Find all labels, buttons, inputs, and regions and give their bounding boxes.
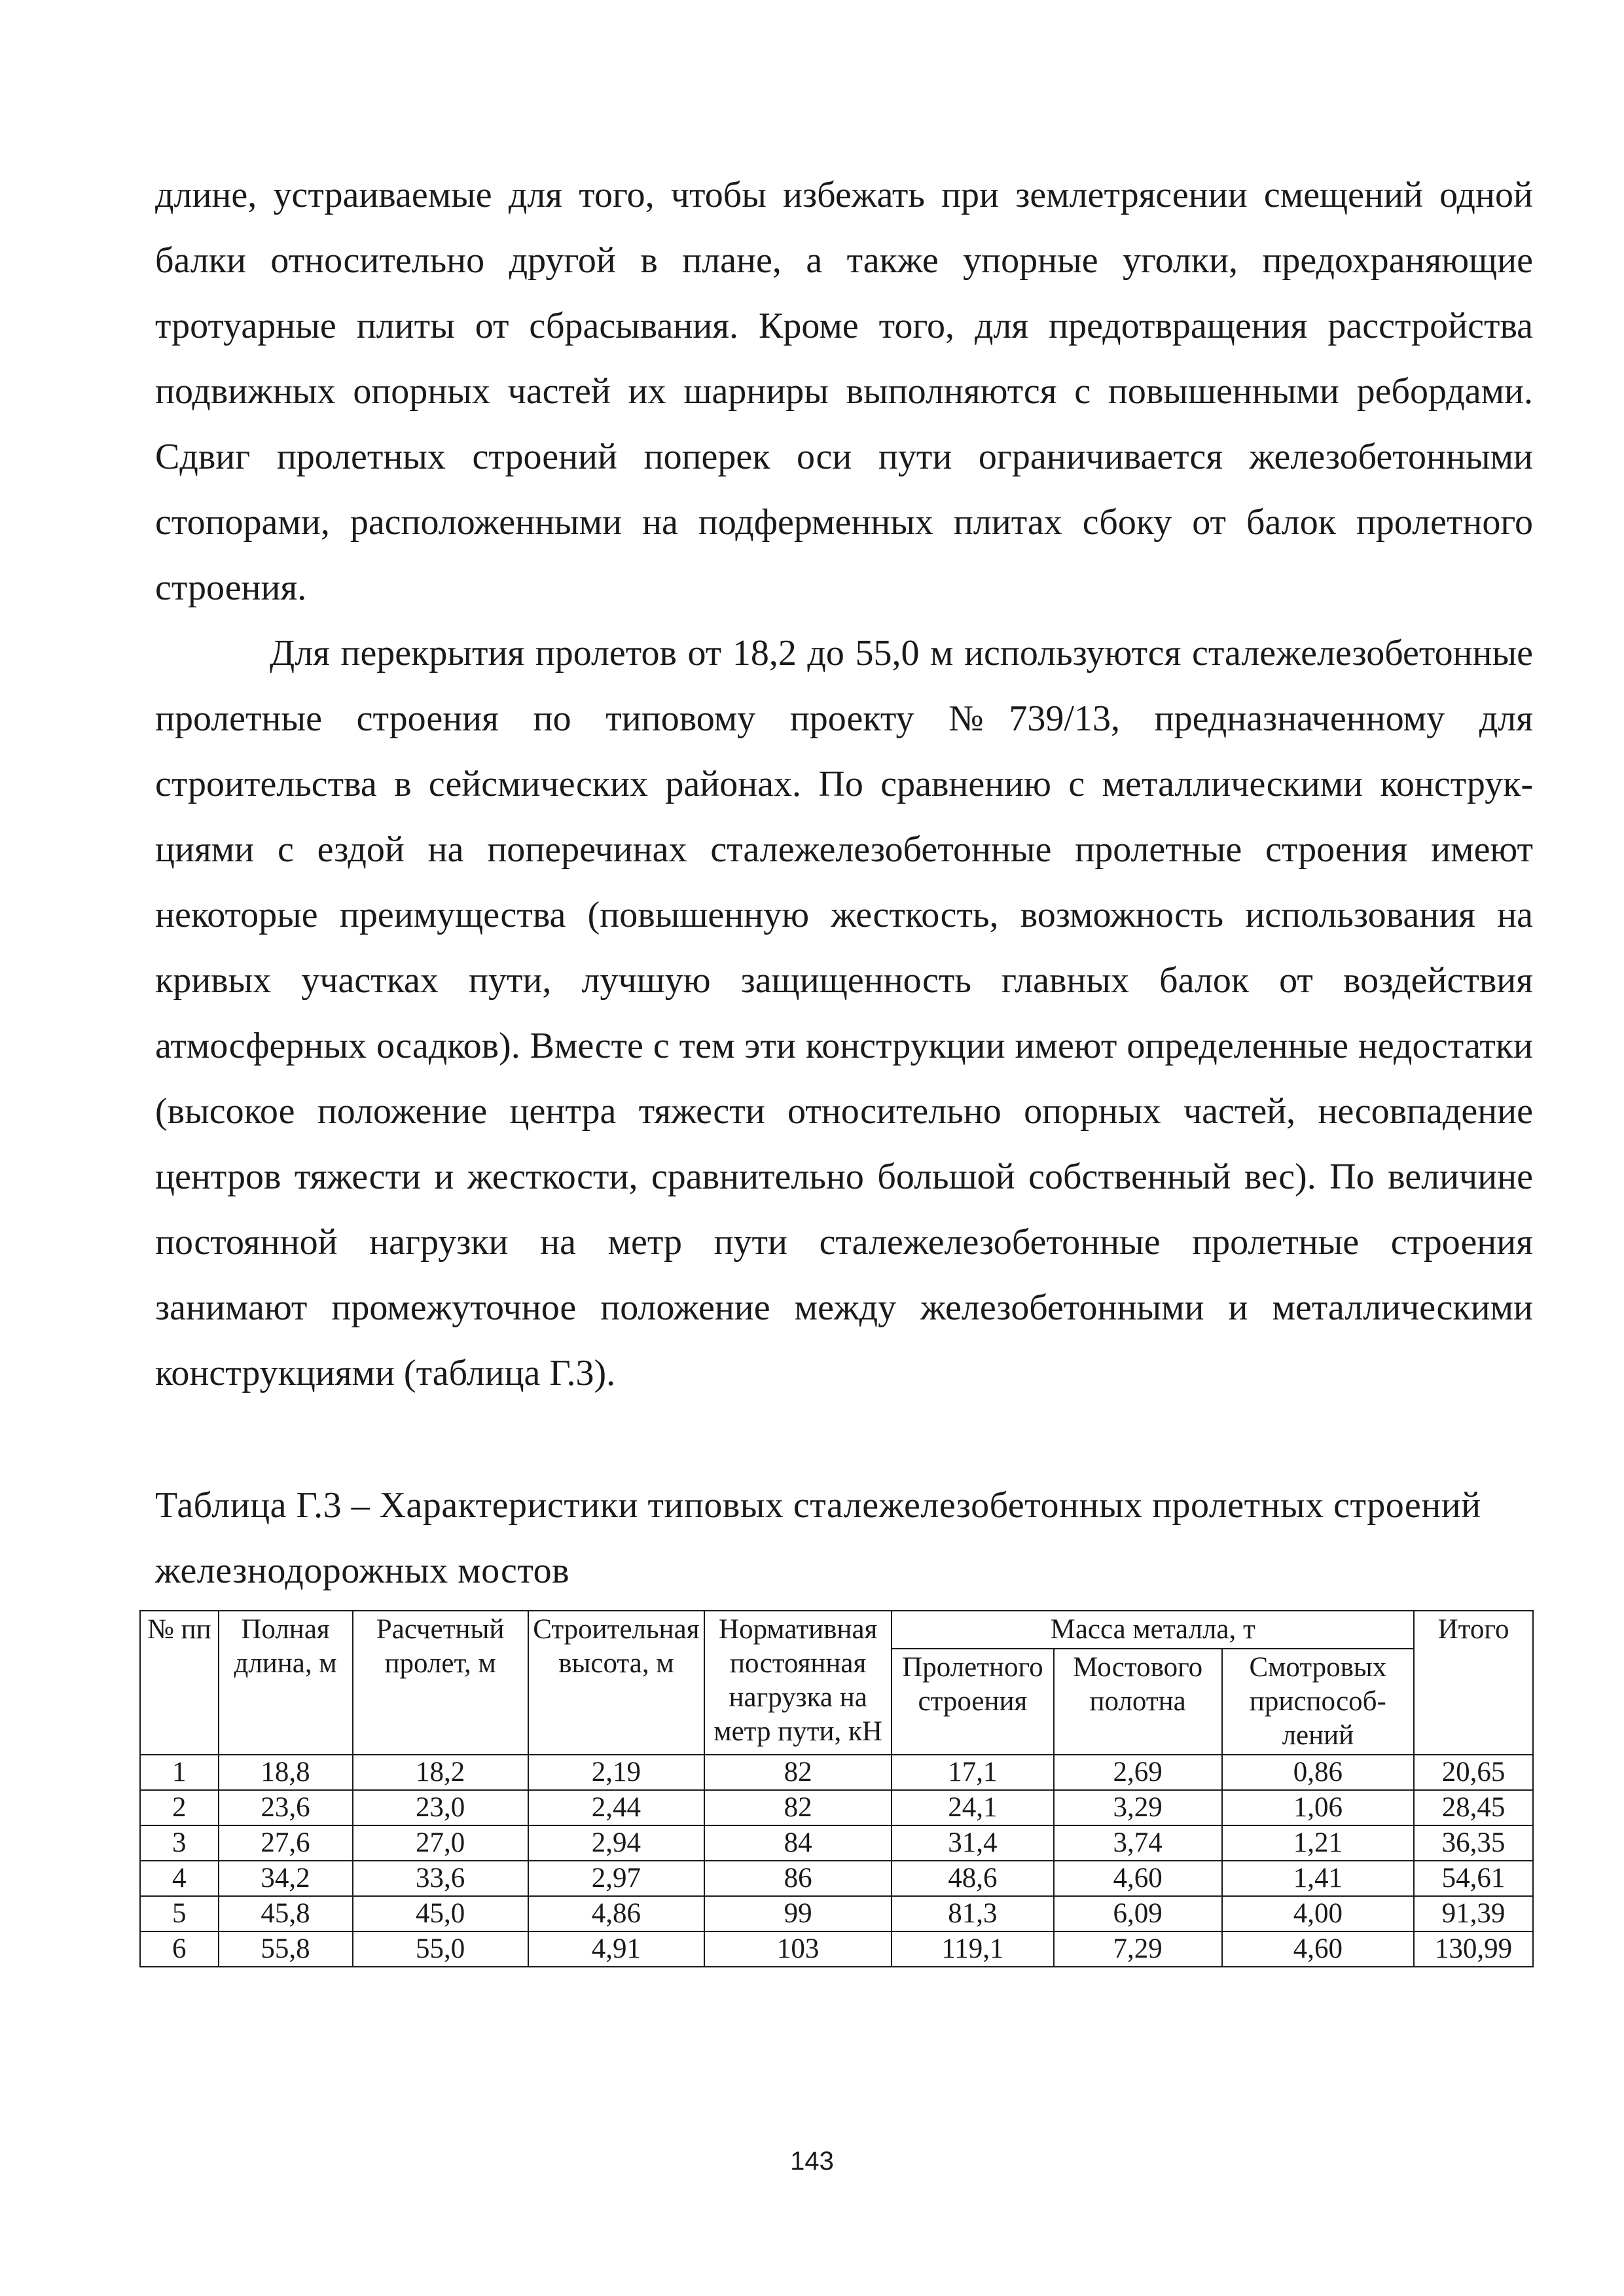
cell: 2,69 — [1054, 1755, 1222, 1790]
cell: 1,41 — [1222, 1861, 1414, 1896]
cell: 0,86 — [1222, 1755, 1414, 1790]
paragraph-2-text: Для перекрытия пролетов от 18,2 до 55,0 м используются сталежелезобетонные пролетные строения по типовому проекту №739/13, предназначенному для строительства в сейсмических районах. По сравнению с металлическими конструкциями с ездой на поперечинах сталежелезобетонные пролетные строения имеют некоторые преимущества (повышенную жесткость, возможность использования на кривых участках пути, лучшую защищенность главных балок от воздействия атмосферных осадков). Вместе с тем эти конструкции имеют определенные недостатки (высокое положение центра тяжести относительно опорных частей, несовпадение центров тяжести и жесткости, сравнительно большой собственный вес). По величине постоянной нагрузки на метр пути сталежелезобетонные пролетные строения занимают промежуточное положение между железобетонными и металлическими конструкциями (таблица Г.3). — [155, 633, 1533, 1393]
cell: 23,6 — [219, 1790, 353, 1825]
cell: 2,19 — [528, 1755, 704, 1790]
cell: 7,29 — [1054, 1931, 1222, 1967]
header-span-structure: Пролетного строения — [892, 1649, 1053, 1755]
specifications-table — [139, 1610, 1534, 1967]
cell: 4,86 — [528, 1896, 704, 1931]
header-load: Нормативная постоянная нагрузка на метр пути, кН — [704, 1611, 892, 1755]
cell: 45,8 — [219, 1896, 353, 1931]
cell: 17,1 — [892, 1755, 1053, 1790]
cell: 84 — [704, 1825, 892, 1861]
cell: 23,0 — [353, 1790, 528, 1825]
cell: 119,1 — [892, 1931, 1053, 1967]
cell: 86 — [704, 1861, 892, 1896]
cell: 130,99 — [1414, 1931, 1533, 1967]
table-row — [140, 1861, 1533, 1896]
cell: 48,6 — [892, 1861, 1053, 1896]
cell: 45,0 — [353, 1896, 528, 1931]
cell: 91,39 — [1414, 1896, 1533, 1931]
cell: 2,44 — [528, 1790, 704, 1825]
cell: 2,97 — [528, 1861, 704, 1896]
cell: 2 — [140, 1790, 219, 1825]
cell: 33,6 — [353, 1861, 528, 1896]
cell: 24,1 — [892, 1790, 1053, 1825]
cell: 55,0 — [353, 1931, 528, 1967]
cell: 20,65 — [1414, 1755, 1533, 1790]
cell: 5 — [140, 1896, 219, 1931]
cell: 2,94 — [528, 1825, 704, 1861]
cell: 103 — [704, 1931, 892, 1967]
cell: 4,60 — [1222, 1931, 1414, 1967]
cell: 4,00 — [1222, 1896, 1414, 1931]
cell: 3,74 — [1054, 1825, 1222, 1861]
cell: 27,6 — [219, 1825, 353, 1861]
header-total: Итого — [1414, 1611, 1533, 1755]
cell: 27,0 — [353, 1825, 528, 1861]
cell: 54,61 — [1414, 1861, 1533, 1896]
cell: 18,2 — [353, 1755, 528, 1790]
header-build-height: Строительная высота, м — [528, 1611, 704, 1755]
cell: 99 — [704, 1896, 892, 1931]
header-inspection: Смотровых приспособлений — [1222, 1649, 1414, 1755]
header-num: № пп — [140, 1611, 219, 1755]
cell: 1 — [140, 1755, 219, 1790]
cell: 3 — [140, 1825, 219, 1861]
table-row — [140, 1825, 1533, 1861]
table-row — [140, 1896, 1533, 1931]
paragraph-1-text: длине, устраиваемые для того, чтобы избежать при землетрясении смещений одной балки относительно другой в плане, а также упорные уголки, предохраняющие тротуарные плиты от сбрасывания. Кроме того, для предотвращения расстройства подвижных опорных частей их шарниры выполняются с повышенными ребордами. Сдвиг пролетных строений поперек оси пути ограничивается железобетонными стопорами, расположенными на подферменных плитах сбоку от балок пролетного строения. — [155, 175, 1533, 608]
cell: 82 — [704, 1790, 892, 1825]
cell: 55,8 — [219, 1931, 353, 1967]
table-row — [140, 1931, 1533, 1967]
cell: 6,09 — [1054, 1896, 1222, 1931]
header-metal-mass: Масса металла, т — [892, 1611, 1414, 1649]
cell: 34,2 — [219, 1861, 353, 1896]
paragraph-2 — [155, 620, 1533, 1406]
header-deck: Мостового полотна — [1054, 1649, 1222, 1755]
cell: 1,06 — [1222, 1790, 1414, 1825]
header-design-span: Расчетный пролет, м — [353, 1611, 528, 1755]
cell: 31,4 — [892, 1825, 1053, 1861]
cell: 4,60 — [1054, 1861, 1222, 1896]
header-full-length: Полная длина, м — [219, 1611, 353, 1755]
cell: 1,21 — [1222, 1825, 1414, 1861]
cell: 6 — [140, 1931, 219, 1967]
paragraph-1 — [155, 162, 1533, 620]
cell: 82 — [704, 1755, 892, 1790]
cell: 4 — [140, 1861, 219, 1896]
table-row — [140, 1755, 1533, 1790]
table-row — [140, 1790, 1533, 1825]
cell: 4,91 — [528, 1931, 704, 1967]
page-number: 143 — [790, 2147, 834, 2176]
cell: 36,35 — [1414, 1825, 1533, 1861]
cell: 81,3 — [892, 1896, 1053, 1931]
cell: 3,29 — [1054, 1790, 1222, 1825]
table-caption: Таблица Г.3 – Характеристики типовых сталежелезобетонных пролетных строений железнодорожных мостов — [155, 1485, 1481, 1591]
cell: 28,45 — [1414, 1790, 1533, 1825]
cell: 18,8 — [219, 1755, 353, 1790]
